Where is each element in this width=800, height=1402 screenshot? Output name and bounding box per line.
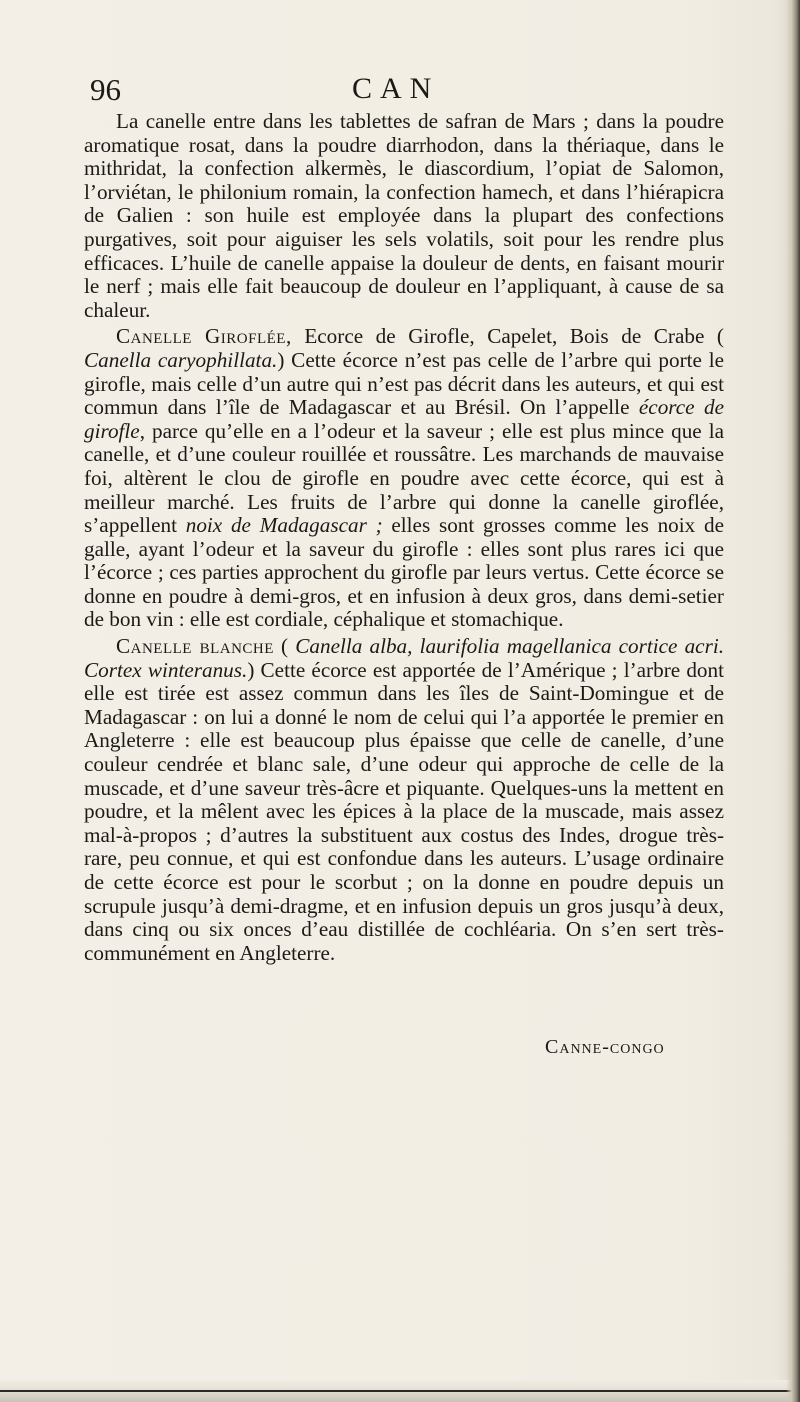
latin-name: Canella caryophillata.	[84, 347, 278, 372]
entry-text: ) Cette écorce est apportée de l’Amérique ; l’arbre dont elle est tirée est assez commun dans les îles de Saint-Domingue et de Madagascar : on lui a donné le nom de celui qui l’a apportée le premier en Angleterre : elle est beaucoup plus épaisse que celle de canelle, d’une couleur cendrée et blanc sale, d’une odeur qui approche de celle de la muscade, et d’une saveur très-âcre et piquante. Quelques-uns la mettent en poudre, et la mêlent avec les épices à la place de la muscade, mais assez mal-à-propos ; d’autres la substituent aux costus des Indes, drogue très-rare, peu connue, et qui est confondue dans les auteurs. L’usage ordinaire de cette écorce est pour le scorbut ; on la donne en poudre depuis un scrupule jusqu’à demi-dragme, et en infusion depuis un gros jusqu’à deux, dans cinq ou six onces d’eau distillée de cochléaria. On s’en sert très-communément en Angleterre.	[84, 657, 724, 965]
body-text	[84, 110, 724, 965]
page-number: 96	[90, 72, 121, 107]
entry-heading-canelle-giroflee: Canelle Giroflée,	[116, 324, 292, 349]
paragraph-canelle-blanche	[84, 635, 724, 965]
page-header	[90, 72, 720, 112]
latin-name: Canella alba, laurifolia magellanica cortice acri. Cortex winteranus.	[84, 634, 725, 682]
entry-text: Ecorce de Girofle, Capelet, Bois de Crabe (	[291, 324, 724, 349]
entry-text: (	[273, 634, 296, 659]
page-bottom-line	[0, 1390, 800, 1392]
paragraph-canelle-uses: La canelle entre dans les tablettes de safran de Mars ; dans la poudre aromatique rosat, dans la poudre diarrhodon, dans la thériaque, dans le mithridat, la confection alkermès, le diascordium, l’opiat de Salomon, l’orviétan, le philonium romain, la confection hamech, et dans l’hiérapicra de Galien : son huile est employée dans la plupart des confections purgatives, soit pour aiguiser les sels volatils, soit pour les rendre plus efficaces. L’huile de canelle appaise la douleur de dents, en faisant mourir le nerf ; mais elle fait beaucoup de douleur en l’appliquant, à cause de sa chaleur.	[84, 109, 724, 322]
entry-text: , parce qu’elle en a l’odeur et la saveur ; elle est plus mince que la canelle, et d’une couleur rouillée et roussâtre. Les marchands de mauvaise foi, altèrent le clou de girofle en poudre avec cette écorce, qui est à meilleur marché. Les fruits de l’arbre qui donne la canelle giroflée, s’appellent	[84, 418, 724, 538]
italic-term: écorce de girofle	[84, 395, 724, 443]
paragraph-canelle-giroflee	[84, 325, 724, 632]
entry-text: ) Cette écorce n’est pas celle de l’arbre qui porte le girofle, mais celle d’un autre qui n’est pas décrit dans les auteurs, et qui est commun dans l’île de Madagascar et au Brésil. On l’appelle	[84, 347, 724, 420]
page-binding-edge	[786, 0, 800, 1402]
catchword: Canne-congo	[545, 1036, 665, 1058]
entry-text: elles sont grosses comme les noix de galle, ayant l’odeur et la saveur du girofle : elles sont plus rares ici que l’écorce ; ces parties approchent du girofle par leurs vertus. Cette écorce se donne en poudre à demi-gros, et en infusion à deux gros, dans demi-setier de bon vin : elle est cordiale, céphalique et stomachique.	[84, 513, 724, 632]
italic-term: noix de Madagascar ;	[185, 513, 383, 538]
entry-heading-canelle-blanche: Canelle blanche	[116, 634, 274, 659]
running-head: CAN	[352, 72, 440, 105]
